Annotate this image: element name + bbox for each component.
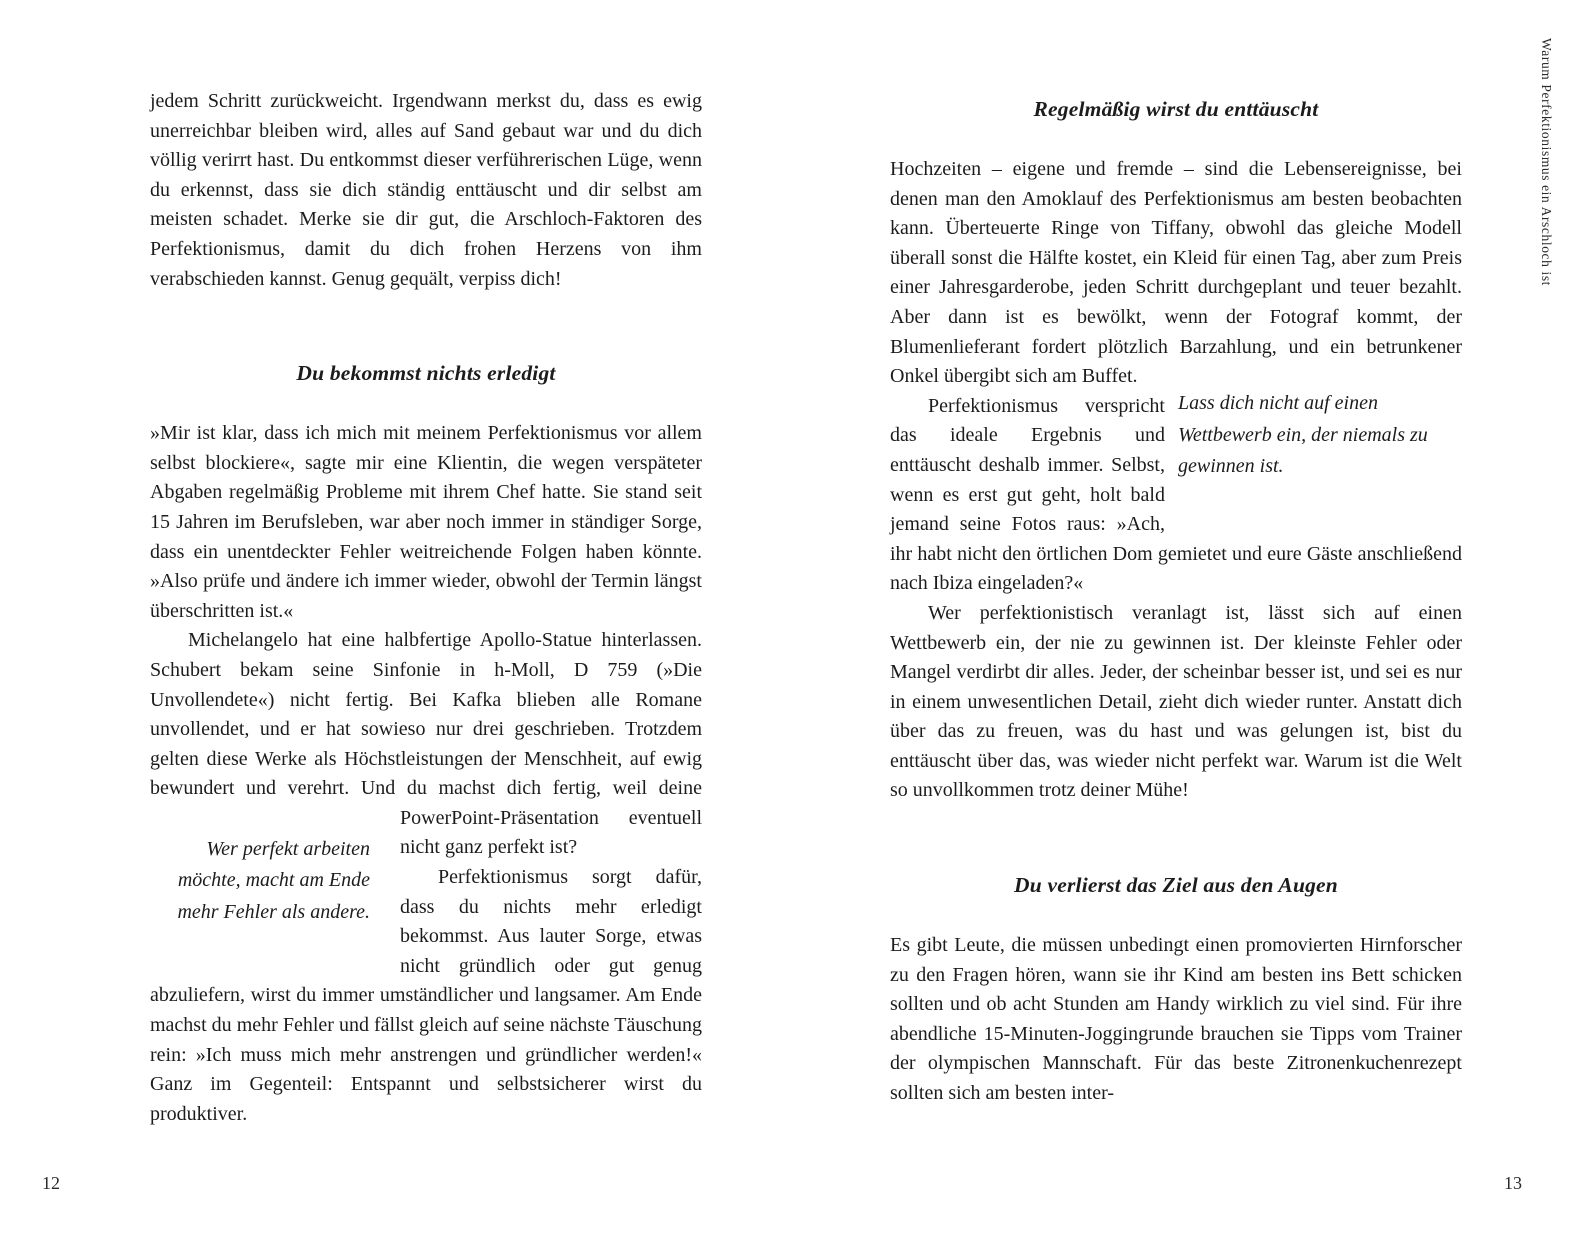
paragraph-hochzeiten-part1: Hochzeiten – eigene und fremde – sind die Lebensereignisse, bei denen man den Amoklauf des Perfektionismus am besten beobachten kann. Überteuerte Ringe von Tiffany, obwohl das gleiche Modell überall sonst die Hälfte kostet, ein Kleid für einen Tag, aber zum Preis einer Jahresgarderobe, jeden Schritt durchgeplant und teuer bezahlt. Aber dann ist es bewölkt, wenn der Fotograf kommt, der Blumenlieferant fordert plötzlich Barzahlung, und xyxy=(890,158,1462,358)
paragraph-wettbewerb: Wer perfektionistisch veranlagt ist, lässt sich auf einen Wettbewerb ein, der nie zu gewinnen ist. Der kleinste Fehler oder Mangel verdirbt dir alles. Jeder, der scheinbar besser ist, und sei es nur in einem unwesentlichen Detail, zieht dich wieder runter. Anstatt dich über das zu freuen, was du hast und was gelungen ist, bist du enttäuscht über das, was wieder nicht perfekt war. Warum ist die Welt so unvollkommen trotz deiner Mühe! xyxy=(890,601,1462,802)
running-head-vertical: Warum Perfektionismus ein Arschloch ist xyxy=(1539,38,1554,287)
pull-quote-left: Wer perfekt arbeiten möchte, macht am Ende mehr Fehler als andere. xyxy=(177,837,370,923)
paragraph-hochzeiten-part2: ein betrunkener Onkel übergibt sich am Buffet. xyxy=(890,335,1462,388)
section-heading-erledigt: Du bekommst nichts erledigt xyxy=(296,361,556,386)
section-heading-enttaeuscht: Regelmäßig wirst du enttäuscht xyxy=(1033,97,1319,121)
page-number-left: 12 xyxy=(42,1173,60,1193)
section-heading-ziel: Du verlierst das Ziel aus den Augen xyxy=(1014,873,1338,898)
paragraph-sorgt: Perfektionismus sorgt dafür, dass du nichts mehr erledigt bekommst. Aus lauter Sorge, etwas nicht gründlich oder gut genug abzuliefern, wirst du immer umständlicher und langsamer. Am Ende machst du mehr Fehler und fällst gleich auf seine nächste Täuschung rein: »Ich muss mich mehr anstrengen und gründlicher werden!« Ganz im Gegenteil: Entspannt und selbstsicherer wirst du produktiver. xyxy=(150,866,702,1125)
paragraph-hochzeiten xyxy=(890,155,1462,478)
pull-quote-right: Lass dich nicht auf einen Wettbewerb ein, der niemals zu gewinnen ist. xyxy=(1178,392,1428,478)
paragraph-leute: Es gibt Leute, die müssen unbedingt einen promovierten Hirnforscher zu den Fragen hören, wann sie ihr Kind am besten ins Bett schicken sollten und ob acht Stunden am Handy wirklich zu viel sind. Für ihre abendliche 15-Minuten-Joggingrunde brauchen sie Tipps vom Trainer der olympischen Mannschaft. Für das beste Zitronenkuchenrezept sollten sich am besten inter- xyxy=(890,934,1462,1105)
paragraph-klientin: »Mir ist klar, dass ich mich mit meinem Perfektionismus vor allem selbst blockiere«, sagte mir eine Klientin, die wegen verspäteter Abgaben regelmäßig Probleme mit ihrem Chef hatte. Sie stand seit 15 Jahren im Berufsleben, war aber noch immer in ständiger Sorge, dass ein unentdeckter Fehler weitreichende Folgen haben könnte. »Also prüfe und ändere ich immer wieder, obwohl der Termin längst überschritten ist.« xyxy=(150,422,702,622)
paragraph-michelangelo-part1: Michelangelo hat eine halbfertige Apollo-Statue hinterlassen. Schubert bekam seine Sinfonie in h-Moll, D 759 (»Die Unvollendete«) nicht fertig. Bei Kafka blieben alle Romane unvollendet, und er hat sowieso nur drei geschrieben. Trotzdem gelten diese Werke als Höchstleistungen der Menschheit, auf ewig bewundert und verehrt. Und du machst dich fertig, weil deine xyxy=(150,629,702,800)
paragraph-michelangelo xyxy=(150,626,702,923)
paragraph-michelangelo-part2: PowerPoint-Präsentation eventuell nicht ganz perfekt ist? xyxy=(400,806,702,859)
paragraph-continuation: jedem Schritt zurückweicht. Irgendwann merkst du, dass es ewig unerreichbar bleiben wird, alles auf Sand gebaut war und du dich völlig verirrt hast. Du entkommst dieser verführerischen Lüge, wenn du erkennst, dass sie dich ständig enttäuscht und dir selbst am meisten schadet. Merke sie dir gut, die Arschloch-Faktoren des Perfektionismus, damit du dich frohen Herzens von ihm verabschieden kannst. Genug gequält, verpiss dich! xyxy=(150,90,702,290)
right-text-column xyxy=(890,94,1462,1109)
left-text-column xyxy=(150,87,702,1129)
page-number-right: 13 xyxy=(1504,1173,1522,1193)
paragraph-verspricht: Perfektionismus verspricht das ideale Ergebnis und enttäuscht deshalb immer. Selbst, wenn es erst gut geht, holt bald jemand seine Fotos raus: »Ach, ihr habt nicht den örtlichen Dom gemietet und eure Gäste anschließend nach Ibiza eingeladen?« xyxy=(890,394,1462,595)
